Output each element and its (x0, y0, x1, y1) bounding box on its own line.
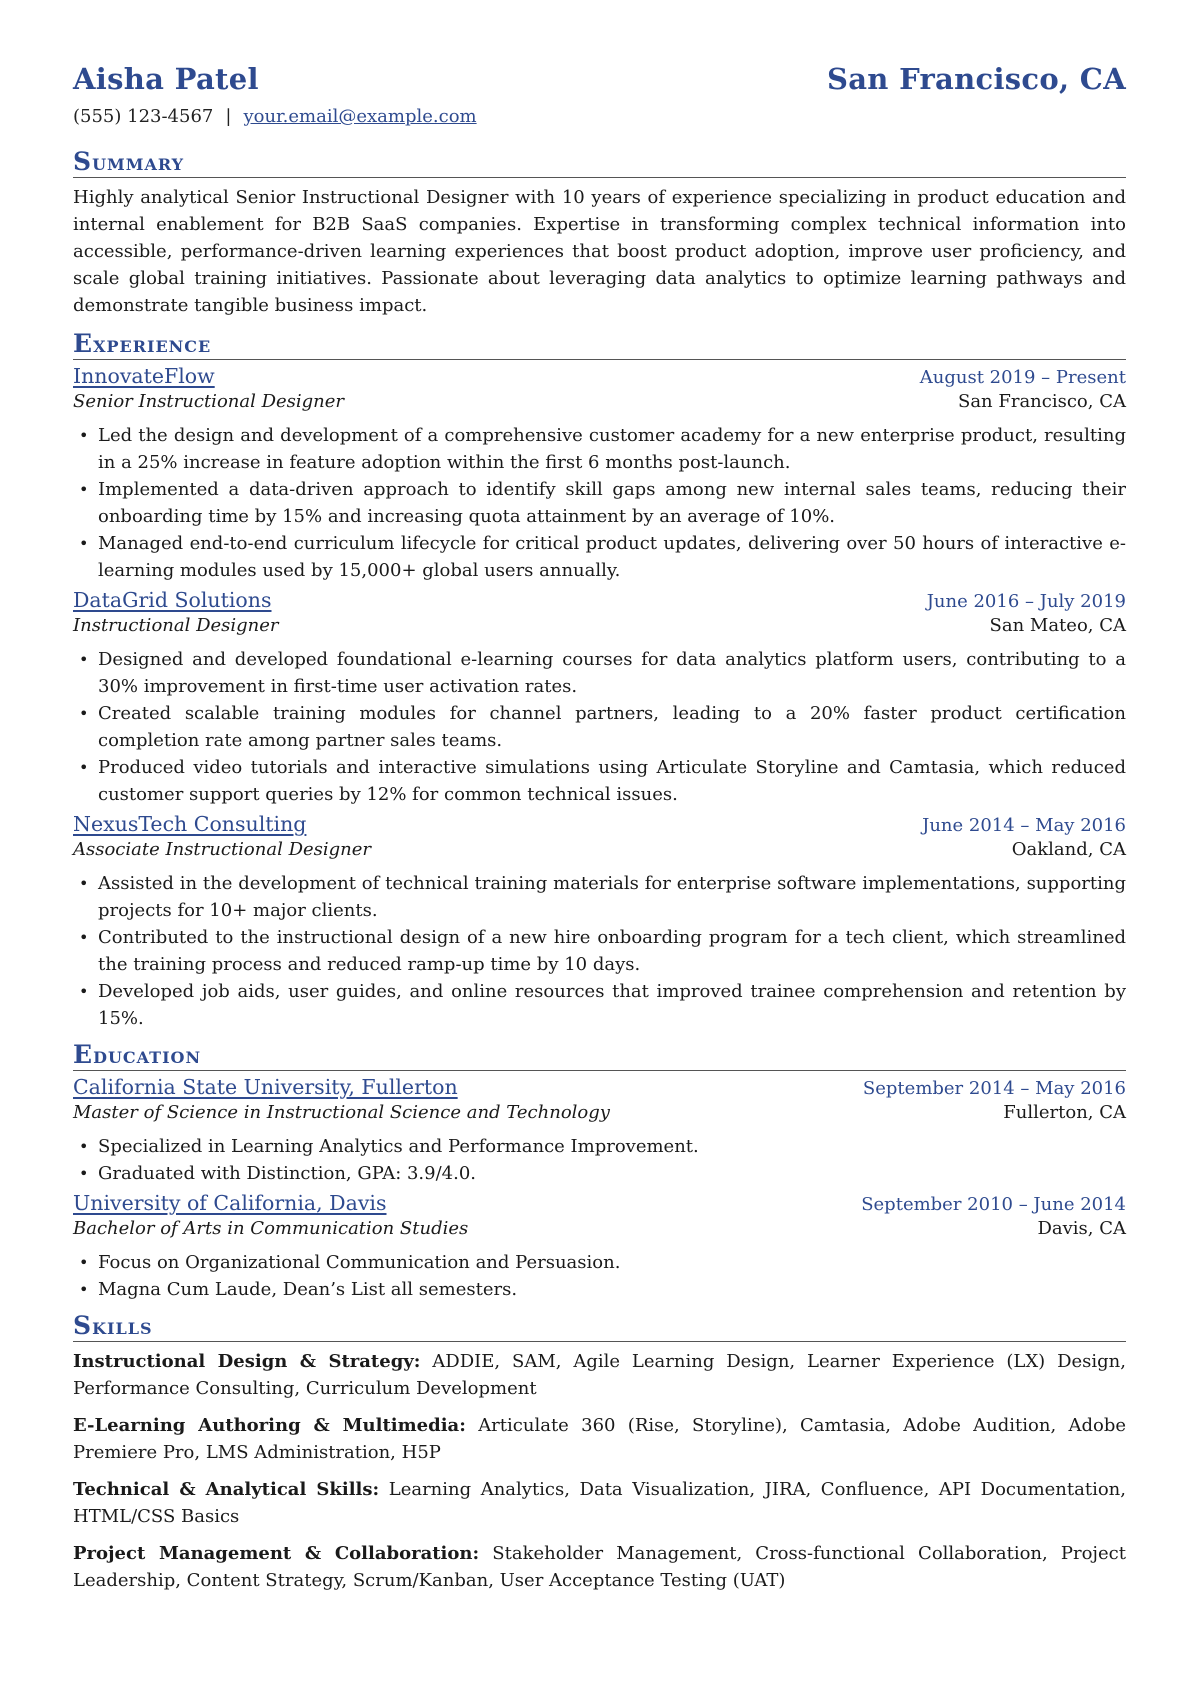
company-link[interactable]: DataGrid Solutions (73, 588, 272, 612)
list-item: • Led the design and development of a comprehensive customer academy for a new enterprise product, resulting in a 25% increase in feature adoption within the first 6 months post-launch. (73, 422, 1126, 476)
experience-entry (73, 812, 1126, 1032)
bullet-list (73, 870, 1126, 1032)
job-title: Associate Instructional Designer (73, 839, 372, 860)
contact-line (73, 106, 1126, 127)
education-entry (73, 1191, 1126, 1303)
school-link[interactable]: University of California, Davis (73, 1191, 387, 1215)
job-title: Instructional Designer (73, 615, 279, 636)
list-item: • Assisted in the development of technical training materials for enterprise software implementations, supporting projects for 10+ major clients. (73, 870, 1126, 924)
entry-dates: September 2010 – June 2014 (861, 1194, 1126, 1215)
bullet-list (73, 1133, 1126, 1187)
company-link[interactable]: NexusTech Consulting (73, 812, 307, 836)
skill-group (73, 1540, 1126, 1594)
entry-dates: September 2014 – May 2016 (862, 1078, 1126, 1099)
list-item: • Contributed to the instructional design of a new hire onboarding program for a tech client, which streamlined the training process and reduced ramp-up time by 10 days. (73, 924, 1126, 978)
skill-text: Articulate 360 (Rise, Storyline), Camtasia, Adobe Audition, Adobe Premiere Pro, LMS Administration, H5P (73, 1415, 1126, 1463)
bullet-list (73, 422, 1126, 584)
company-link[interactable]: InnovateFlow (73, 364, 215, 388)
resume-page (73, 62, 1126, 1594)
contact-separator: | (225, 106, 232, 127)
list-item: • Designed and developed foundational e-learning courses for data analytics platform users, contributing to a 30% improvement in first-time user activation rates. (73, 646, 1126, 700)
school-location: Fullerton, CA (1003, 1102, 1126, 1123)
summary-text: Highly analytical Senior Instructional Designer with 10 years of experience specializing in product education and internal enablement for B2B SaaS companies. Expertise in transforming complex technical information into accessible, performance-driven learning experiences that boost product adoption, improve user proficiency, and scale global training initiatives. Passionate about leveraging data analytics to optimize learning pathways and demonstrate tangible business impact. (73, 187, 1126, 316)
skill-label: Technical & Analytical Skills: (73, 1479, 380, 1500)
job-title: Senior Instructional Designer (73, 391, 345, 412)
resume-header (73, 62, 1126, 96)
skill-group (73, 1476, 1126, 1530)
entry-dates: August 2019 – Present (919, 367, 1126, 388)
skill-label: Project Management & Collaboration: (73, 1543, 480, 1564)
degree-title: Master of Science in Instructional Science and Technology (73, 1102, 610, 1123)
list-item: • Focus on Organizational Communication and Persuasion. (73, 1249, 1126, 1276)
skill-group (73, 1348, 1126, 1402)
list-item: • Produced video tutorials and interactive simulations using Articulate Storyline and Camtasia, which reduced customer support queries by 12% for common technical issues. (73, 754, 1126, 808)
skill-text: ADDIE, SAM, Agile Learning Design, Learner Experience (LX) Design, Performance Consulting, Curriculum Development (73, 1351, 1126, 1399)
school-location: Davis, CA (1037, 1218, 1126, 1239)
list-item: • Magna Cum Laude, Dean’s List all semesters. (73, 1276, 1126, 1303)
bullet-list (73, 1249, 1126, 1303)
job-location: San Francisco, CA (957, 391, 1126, 412)
phone-number: (555) 123-4567 (73, 106, 214, 127)
education-heading: Education (73, 1040, 1126, 1071)
experience-entry (73, 588, 1126, 808)
candidate-name: Aisha Patel (73, 62, 259, 96)
list-item: • Developed job aids, user guides, and online resources that improved trainee comprehension and retention by 15%. (73, 978, 1126, 1032)
skill-label: E-Learning Authoring & Multimedia: (73, 1415, 466, 1436)
entry-dates: June 2014 – May 2016 (922, 815, 1126, 836)
skills-heading: Skills (73, 1311, 1126, 1342)
list-item: • Implemented a data-driven approach to identify skill gaps among new internal sales teams, reducing their onboarding time by 15% and increasing quota attainment by an average of 10%. (73, 476, 1126, 530)
job-location: San Mateo, CA (989, 615, 1126, 636)
candidate-location: San Francisco, CA (826, 62, 1126, 96)
list-item: • Specialized in Learning Analytics and Performance Improvement. (73, 1133, 1126, 1160)
skill-label: Instructional Design & Strategy: (73, 1351, 421, 1372)
degree-title: Bachelor of Arts in Communication Studies (73, 1218, 469, 1239)
job-location: Oakland, CA (1011, 839, 1126, 860)
experience-heading: Experience (73, 329, 1126, 360)
school-link[interactable]: California State University, Fullerton (73, 1075, 458, 1099)
entry-dates: June 2016 – July 2019 (926, 591, 1126, 612)
list-item: • Created scalable training modules for channel partners, leading to a 20% faster product certification completion rate among partner sales teams. (73, 700, 1126, 754)
skill-text: Stakeholder Management, Cross-functional Collaboration, Project Leadership, Content Strategy, Scrum/Kanban, User Acceptance Testing (UAT) (73, 1543, 1126, 1591)
education-entry (73, 1075, 1126, 1187)
list-item: • Graduated with Distinction, GPA: 3.9/4.0. (73, 1160, 1126, 1187)
email-link[interactable]: your.email@example.com (243, 106, 477, 127)
experience-entry (73, 364, 1126, 584)
skill-group (73, 1412, 1126, 1466)
skill-text: Learning Analytics, Data Visualization, JIRA, Confluence, API Documentation, HTML/CSS Basics (73, 1479, 1127, 1527)
list-item: • Managed end-to-end curriculum lifecycle for critical product updates, delivering over 50 hours of interactive e-learning modules used by 15,000+ global users annually. (73, 530, 1126, 584)
summary-heading: Summary (73, 147, 1126, 178)
bullet-list (73, 646, 1126, 808)
